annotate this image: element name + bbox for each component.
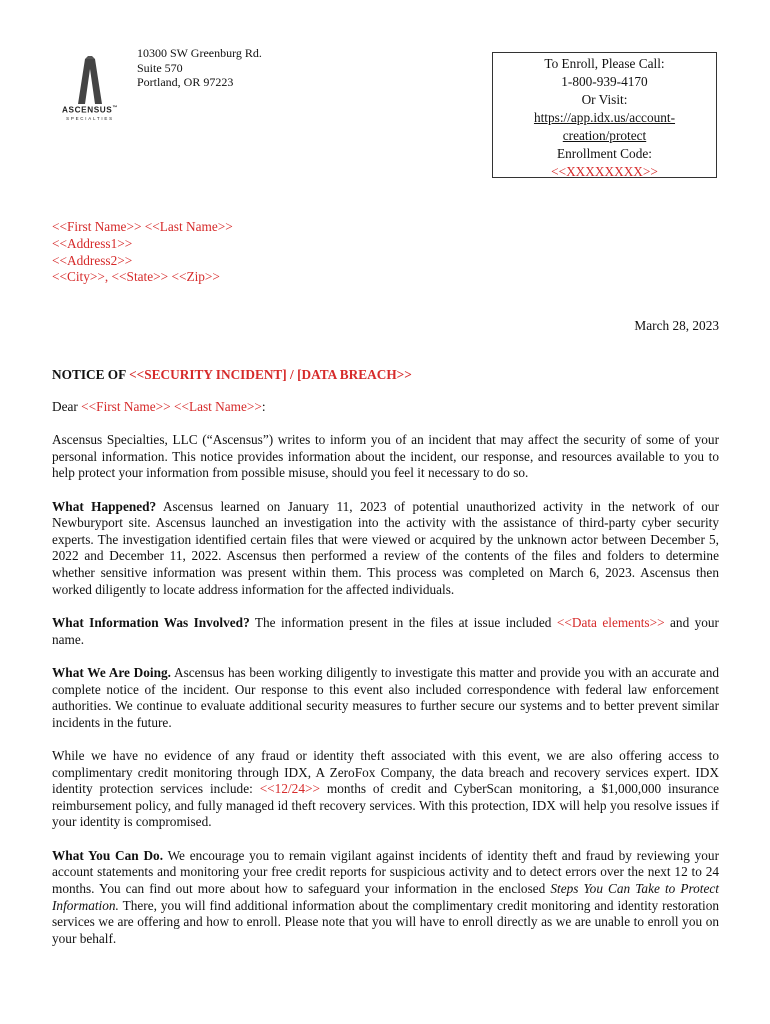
sender-address <box>137 46 262 90</box>
sender-address-line: Suite 570 <box>137 60 183 75</box>
logo-wordmark: ASCENSUS™ <box>62 105 118 115</box>
what-we-are-doing-paragraph: What We Are Doing. Ascensus has been working diligently to investigate this matter and provide you with an accurate and complete notice of the incident. Our response to this event also included correspondence with federal law enforcement authorities. We continue to evaluate additional security measures to further secure our systems and to better prevent similar incidents in the future. <box>52 664 719 730</box>
enrollment-box <box>492 52 717 178</box>
enroll-code-label: Enrollment Code: <box>557 146 652 161</box>
letter-date: March 28, 2023 <box>634 318 719 333</box>
greeting: Dear <<First Name>> <<Last Name>>: <box>52 399 266 414</box>
letter-subject: NOTICE OF <<SECURITY INCIDENT] / [DATA BREACH>> <box>52 367 412 382</box>
info-involved-heading: What Information Was Involved? <box>52 614 250 630</box>
steps-reference: Steps You Can Take to Protect Information. <box>52 881 719 913</box>
what-we-are-doing-heading: What We Are Doing. <box>52 664 171 680</box>
data-elements-placeholder: <<Data elements>> <box>556 614 665 630</box>
enroll-call-label: To Enroll, Please Call: <box>544 56 665 71</box>
what-you-can-do-paragraph: What You Can Do. We encourage you to remain vigilant against incidents of identity theft and fraud by reviewing your account statements and monitoring your free credit reports for suspicious activity and to detect errors over the next 12 to 24 months. You can find out more about how to safeguard your information in the enclosed Steps You Can Take to Protect Information. There, you will find additional information about the complimentary credit monitoring and identity restoration services we are offering and how to enroll. Please note that you will have to enroll directly as we are unable to enroll you on your behalf. <box>52 847 719 946</box>
sender-address-line: 10300 SW Greenburg Rd. <box>137 46 262 60</box>
recipient-address1: <<Address1>> <box>52 235 133 251</box>
info-involved-paragraph: What Information Was Involved? The information present in the files at issue included <<Data elements>> and your name. <box>52 614 719 647</box>
recipient-address <box>52 219 233 286</box>
letter-body <box>52 432 719 964</box>
enroll-visit-label: Or Visit: <box>581 92 628 107</box>
recipient-name: <<First Name>> <<Last Name>> <box>52 219 233 234</box>
enroll-code-value: <<XXXXXXXX>> <box>551 164 658 179</box>
enroll-url-link[interactable]: https://app.idx.us/account- creation/protect <box>533 110 676 143</box>
enroll-phone: 1-800-939-4170 <box>561 74 648 89</box>
greeting-name: <<First Name>> <<Last Name>> <box>81 399 262 414</box>
what-you-can-do-heading: What You Can Do. <box>52 847 164 863</box>
credit-monitoring-paragraph: While we have no evidence of any fraud or identity theft associated with this event, we are also offering access to complimentary credit monitoring through IDX, A ZeroFox Company, the data breach and recovery services expert. IDX identity protection services include: <<12/24>> months of credit and CyberScan monitoring, a $1,000,000 insurance reimbursement policy, and fully managed id theft recovery services. With this protection, IDX will help you resolve issues if your identity is compromised. <box>52 748 719 830</box>
company-logo <box>58 55 122 125</box>
what-happened-heading: What Happened? <box>52 498 157 514</box>
ascensus-mountain-icon <box>58 55 122 105</box>
recipient-address2: <<Address2>> <box>52 252 133 268</box>
intro-paragraph: Ascensus Specialties, LLC (“Ascensus”) writes to inform you of an incident that may affect the security of some of your personal information. This notice provides information about the incident, our response, and resources available to you to help protect your information from possible misuse, should you feel it necessary to do so. <box>52 432 719 481</box>
subject-placeholder: <<SECURITY INCIDENT] / [DATA BREACH>> <box>129 367 412 382</box>
months-placeholder: <<12/24>> <box>259 781 320 797</box>
logo-subtitle: SPECIALTIES <box>66 116 114 121</box>
what-happened-paragraph: What Happened? Ascensus learned on January 11, 2023 of potential unauthorized activity in the network of our Newburyport site. Ascensus launched an investigation into the activity with the assistance of third-party cyber security experts. The investigation identified certain files that were viewed or acquired by the unknown actor between December 5, 2022 and December 11, 2022. Ascensus then performed a review of the contents of the files and folders to determine whether sensitive information was present within them. This process was completed on March 6, 2023. Ascensus then worked diligently to locate address information for the affected individuals. <box>52 498 719 597</box>
recipient-city-state-zip: <<City>>, <<State>> <<Zip>> <box>52 269 220 285</box>
sender-address-line: Portland, OR 97223 <box>137 75 234 90</box>
